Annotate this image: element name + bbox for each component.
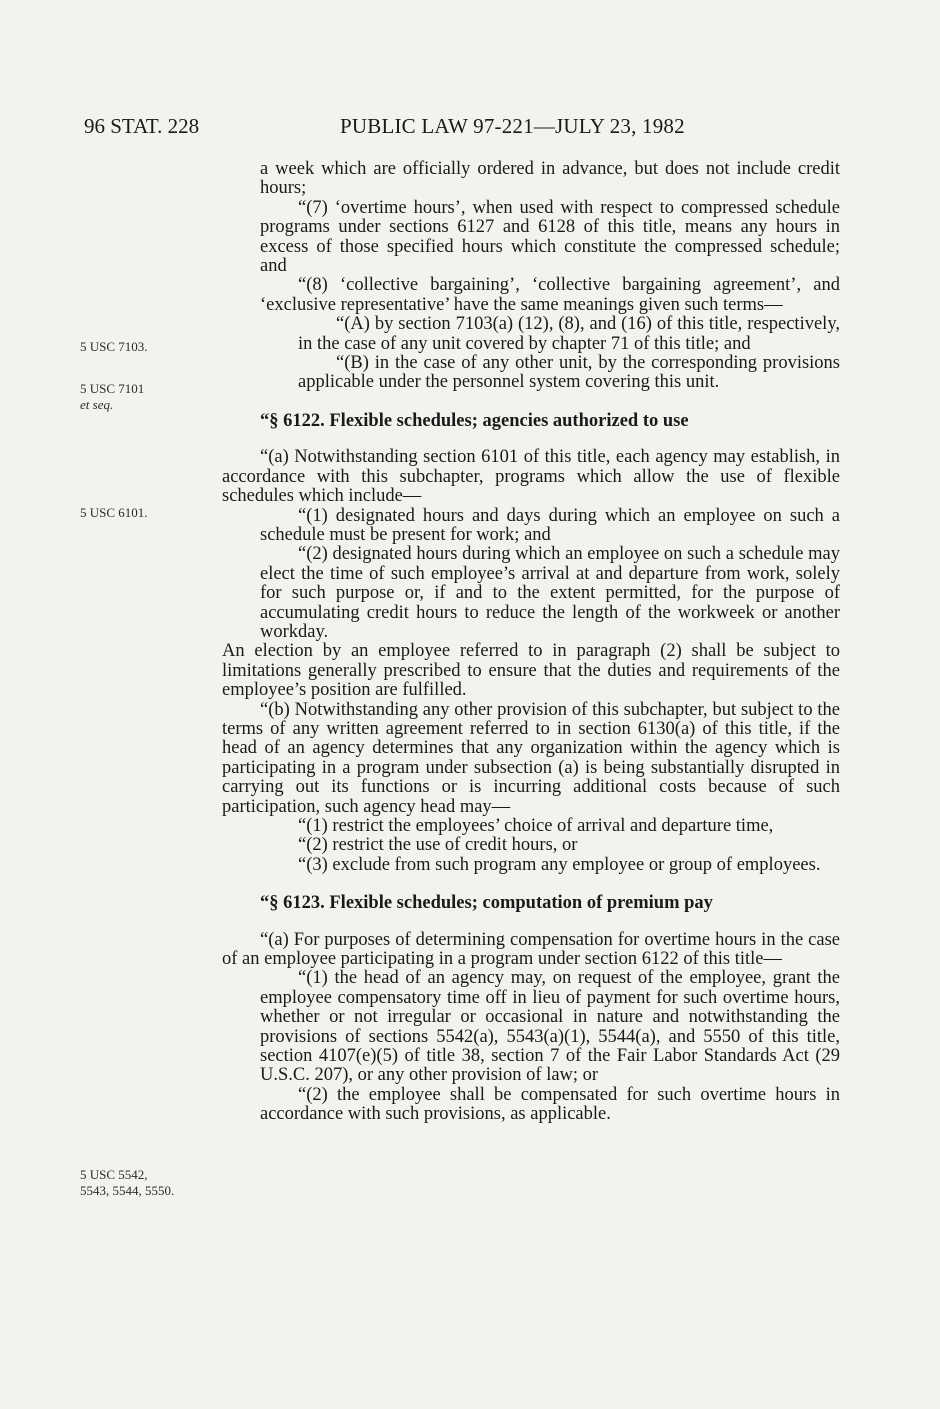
body-text <box>222 160 840 1125</box>
paragraph: An election by an employee referred to in paragraph (2) shall be subject to limitations generally prescribed to ensure that the duties and requirements of the employee’s position are fulfilled. <box>222 641 840 701</box>
margin-note-usc-7101: 5 USC 7101 et seq. <box>80 381 145 412</box>
page-title: PUBLIC LAW 97-221—JULY 23, 1982 <box>340 114 685 138</box>
paragraph: “(b) Notwithstanding any other provision of this subchapter, but subject to the terms of any written agreement referred to in section 6130(a) of this title, if the head of an agency determines that any organization within the agency which is participating in a program under subsection (a) is being substantially disrupted in carrying out its functions or is incurring additional costs because of such participation, such agency head may— <box>222 699 840 817</box>
statute-reference: 96 STAT. 228 <box>84 114 200 138</box>
paragraph: “(B) in the case of any other unit, by the corresponding provisions applicable under the personnel system covering this unit. <box>298 353 840 393</box>
paragraph: “(a) Notwithstanding section 6101 of this title, each agency may establish, in accordance with this subchapter, programs which allow the use of flexible schedules which include— <box>222 447 840 507</box>
paragraph: “(8) ‘collective bargaining’, ‘collective bargaining agreement’, and ‘exclusive representative’ have the same meanings given such terms— <box>260 275 840 315</box>
paragraph: “(1) restrict the employees’ choice of arrival and departure time, <box>298 816 774 836</box>
paragraph: a week which are officially ordered in advance, but does not include credit hours; <box>260 159 840 199</box>
paragraph: “(A) by section 7103(a) (12), (8), and (16) of this title, respectively, in the case of any unit covered by chapter 71 of this title; and <box>298 314 840 354</box>
paragraph: “(a) For purposes of determining compensation for overtime hours in the case of an employee participating in a program under section 6122 of this title— <box>222 929 840 970</box>
paragraph: “(2) designated hours during which an employee on such a schedule may elect the time of such employee’s arrival at and departure from work, solely for such purpose or, if and to the extent permitted, for the purpose of accumulating credit hours to reduce the length of the workweek or another workday. <box>260 544 840 642</box>
paragraph: “(3) exclude from such program any employee or group of employees. <box>298 854 821 875</box>
margin-note-usc-6101: 5 USC 6101. <box>80 505 148 520</box>
paragraph: “(2) restrict the use of credit hours, or <box>298 835 578 856</box>
section-heading-6122: “§ 6122. Flexible schedules; agencies authorized to use <box>260 410 689 431</box>
paragraph: “(7) ‘overtime hours’, when used with respect to compressed schedule programs under sections 6127 and 6128 of this title, means any hours in excess of those specified hours which constitute the compressed schedule; and <box>260 197 840 277</box>
paragraph: “(1) designated hours and days during which an employee on such a schedule must be present for work; and <box>260 505 840 545</box>
paragraph: “(1) the head of an agency may, on request of the employee, grant the employee compensatory time off in lieu of payment for such overtime hours, whether or not irregular or occasional in nature and notwithstanding the provisions of sections 5542(a), 5543(a)(1), 5544(a), and 5550 of this title, section 4107(e)(5) of title 38, section 7 of the Fair Labor Standards Act (29 U.S.C. 207), or any other provision of law; or <box>260 968 840 1086</box>
margin-note-usc-5542: 5 USC 5542, 5543, 5544, 5550. <box>80 1167 175 1198</box>
margin-note-usc-7103: 5 USC 7103. <box>80 339 148 354</box>
section-heading-6123: “§ 6123. Flexible schedules; computation of premium pay <box>260 893 713 914</box>
paragraph: “(2) the employee shall be compensated for such overtime hours in accordance with such provisions, as applicable. <box>260 1084 840 1125</box>
page-header <box>84 114 724 144</box>
